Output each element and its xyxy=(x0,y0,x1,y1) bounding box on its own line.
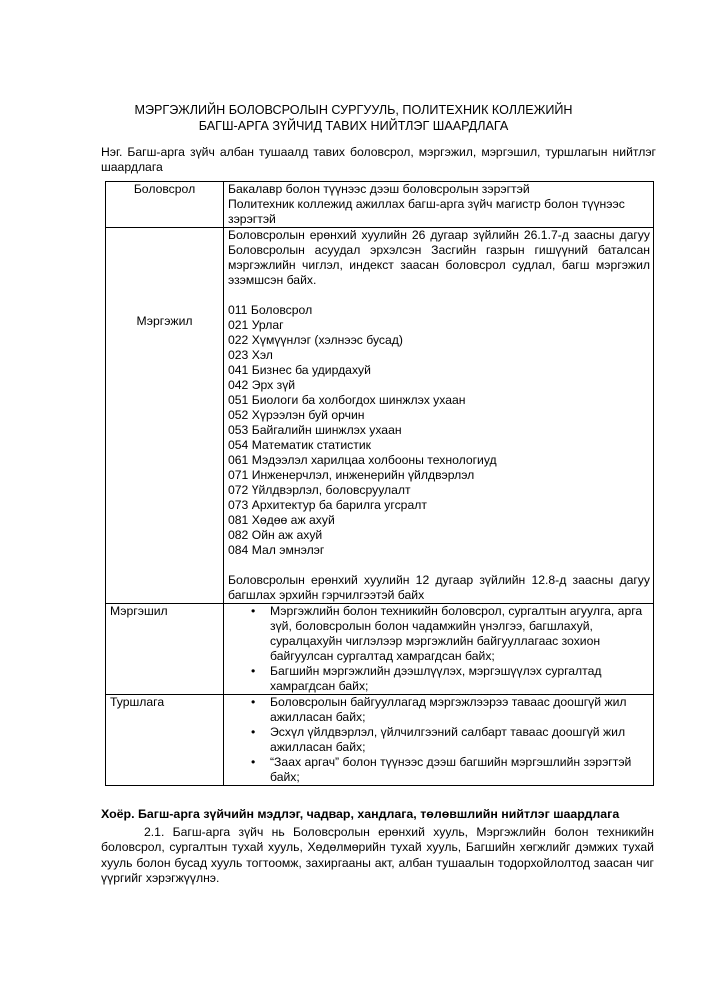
bullet-icon: • xyxy=(251,664,256,678)
list-item: 081 Хөдөө аж ахуй xyxy=(228,513,335,527)
profession-label-text: Мэргэжил xyxy=(136,314,193,328)
experience-label: Туршлага xyxy=(106,695,224,786)
experience-value xyxy=(224,695,654,786)
list-item: 023 Хэл xyxy=(228,348,273,362)
qualification-value xyxy=(224,604,654,695)
bullet-icon: • xyxy=(251,755,256,769)
list-item: 051 Биологи ба холбогдох шинжлэх ухаан xyxy=(228,393,466,407)
list-item: 053 Байгалийн шинжлэх ухаан xyxy=(228,423,402,437)
qualification-label: Мэргэшил xyxy=(106,604,224,695)
education-label: Боловсрол xyxy=(106,182,224,228)
bullet-icon: • xyxy=(251,695,256,709)
education-line-1: Бакалавр болон түүнээс дээш боловсролын зэрэгтэй xyxy=(228,182,530,196)
profession-text-1: Боловсролын ерөнхий хуулийн 26 дугаар зүйлийн 26.1.7-д заасны дагуу Боловсролын асуудал эрхэлсэн Засгийн газрын гишүүний баталсан мэргэжлийн чиглэл, индекст заасан боловсрол судлал, багш мэргэжил эзэмшсэн байх. xyxy=(228,228,650,287)
list-item: 052 Хүрээлэн буй орчин xyxy=(228,408,365,422)
profession-label xyxy=(106,228,224,604)
bullet-icon: • xyxy=(251,604,256,618)
list-item: • “Заах аргач” болон түүнээс дээш багшийн мэргэшлийн зэрэгтэй байх; xyxy=(251,755,632,784)
education-line-2: Политехник коллежид ажиллах багш-арга зүйч магистр болон түүнээс зэрэгтэй xyxy=(228,197,625,226)
list-item: 021 Урлаг xyxy=(228,318,284,332)
profession-code-list xyxy=(228,303,650,558)
requirements-table xyxy=(105,181,654,786)
list-item: 054 Математик статистик xyxy=(228,438,371,452)
list-item: 022 Хүмүүнлэг (хэлнээс бусад) xyxy=(228,333,403,347)
table-row-profession xyxy=(106,228,654,604)
experience-list xyxy=(228,695,650,785)
table-row-experience xyxy=(106,695,654,786)
section-2-paragraph-text: 2.1. Багш-арга зүйч нь Боловсролын ерөнхий хууль, Мэргэжлийн болон техникийн боловсрол, сургалтын тухай хууль, Хөдөлмөрийн тухай хууль, Багшийн хөгжлийг дэмжих тухай хууль болон бусад хууль тогтоомж, захиргааны акт, албан тушаалын тодорхойлолтод заасан чиг үүргийг хэрэгжүүлнэ. xyxy=(101,825,654,885)
list-item: 042 Эрх зүй xyxy=(228,378,296,392)
list-item: 041 Бизнес ба удирдахуй xyxy=(228,363,371,377)
list-item: • Боловсролын байгууллагад мэргэжлээрээ таваас доошгүй жил ажилласан байх; xyxy=(251,695,627,724)
table-row-qualification xyxy=(106,604,654,695)
education-value xyxy=(224,182,654,228)
list-item: 061 Мэдээлэл харилцаа холбооны технологиуд xyxy=(228,453,497,467)
section-2-heading: Хоёр. Багш-арга зүйчийн мэдлэг, чадвар, хандлага, төлөвшлийн нийтлэг шаардлага xyxy=(101,807,620,821)
list-item: • Мэргэжлийн болон техникийн боловсрол, сургалтын агуулга, арга зүй, боловсролын болон чадамжийн үнэлгээ, багшлахуй, суралцахуйн чиглэлээр мэргэжлийн байгууллагаас зохион байгуулсан сургалтад хамрагдсан байх; xyxy=(251,604,643,663)
profession-text-2: Боловсролын ерөнхий хуулийн 12 дугаар зүйлийн 12.8-д заасны дагуу багшлах эрхийн гэрчилгээтэй байх xyxy=(228,573,650,602)
bullet-icon: • xyxy=(251,725,256,739)
list-item: 011 Боловсрол xyxy=(228,303,313,317)
document-title-line-1: МЭРГЭЖЛИЙН БОЛОВСРОЛЫН СУРГУУЛЬ, ПОЛИТЕХНИК КОЛЛЕЖИЙН xyxy=(134,103,573,117)
table-row-education xyxy=(106,182,654,228)
list-item: 073 Архитектур ба барилга угсралт xyxy=(228,498,427,512)
qualification-list xyxy=(228,604,650,694)
section-2-paragraph xyxy=(101,825,654,886)
section-1-intro: Нэг. Багш-арга зүйч албан тушаалд тавих боловсрол, мэргэжил, мэргэшил, туршлагын нийтлэг шаардлага xyxy=(101,145,656,175)
list-item: • Багшийн мэргэжлийн дээшлүүлэх, мэргэшүүлэх сургалтад хамрагдсан байх; xyxy=(251,664,602,693)
list-item: 082 Ойн аж ахуй xyxy=(228,528,323,542)
list-item: 071 Инженерчлэл, инженерийн үйлдвэрлэл xyxy=(228,468,475,482)
list-item: 072 Үйлдвэрлэл, боловсруулалт xyxy=(228,483,411,497)
profession-value xyxy=(224,228,654,604)
document-title-line-2: БАГШ-АРГА ЗҮЙЧИД ТАВИХ НИЙТЛЭГ ШААРДЛАГА xyxy=(198,119,509,133)
list-item: 084 Мал эмнэлэг xyxy=(228,543,325,557)
list-item: • Эсхүл үйлдвэрлэл, үйлчилгээний салбарт таваас доошгүй жил ажилласан байх; xyxy=(251,725,626,754)
